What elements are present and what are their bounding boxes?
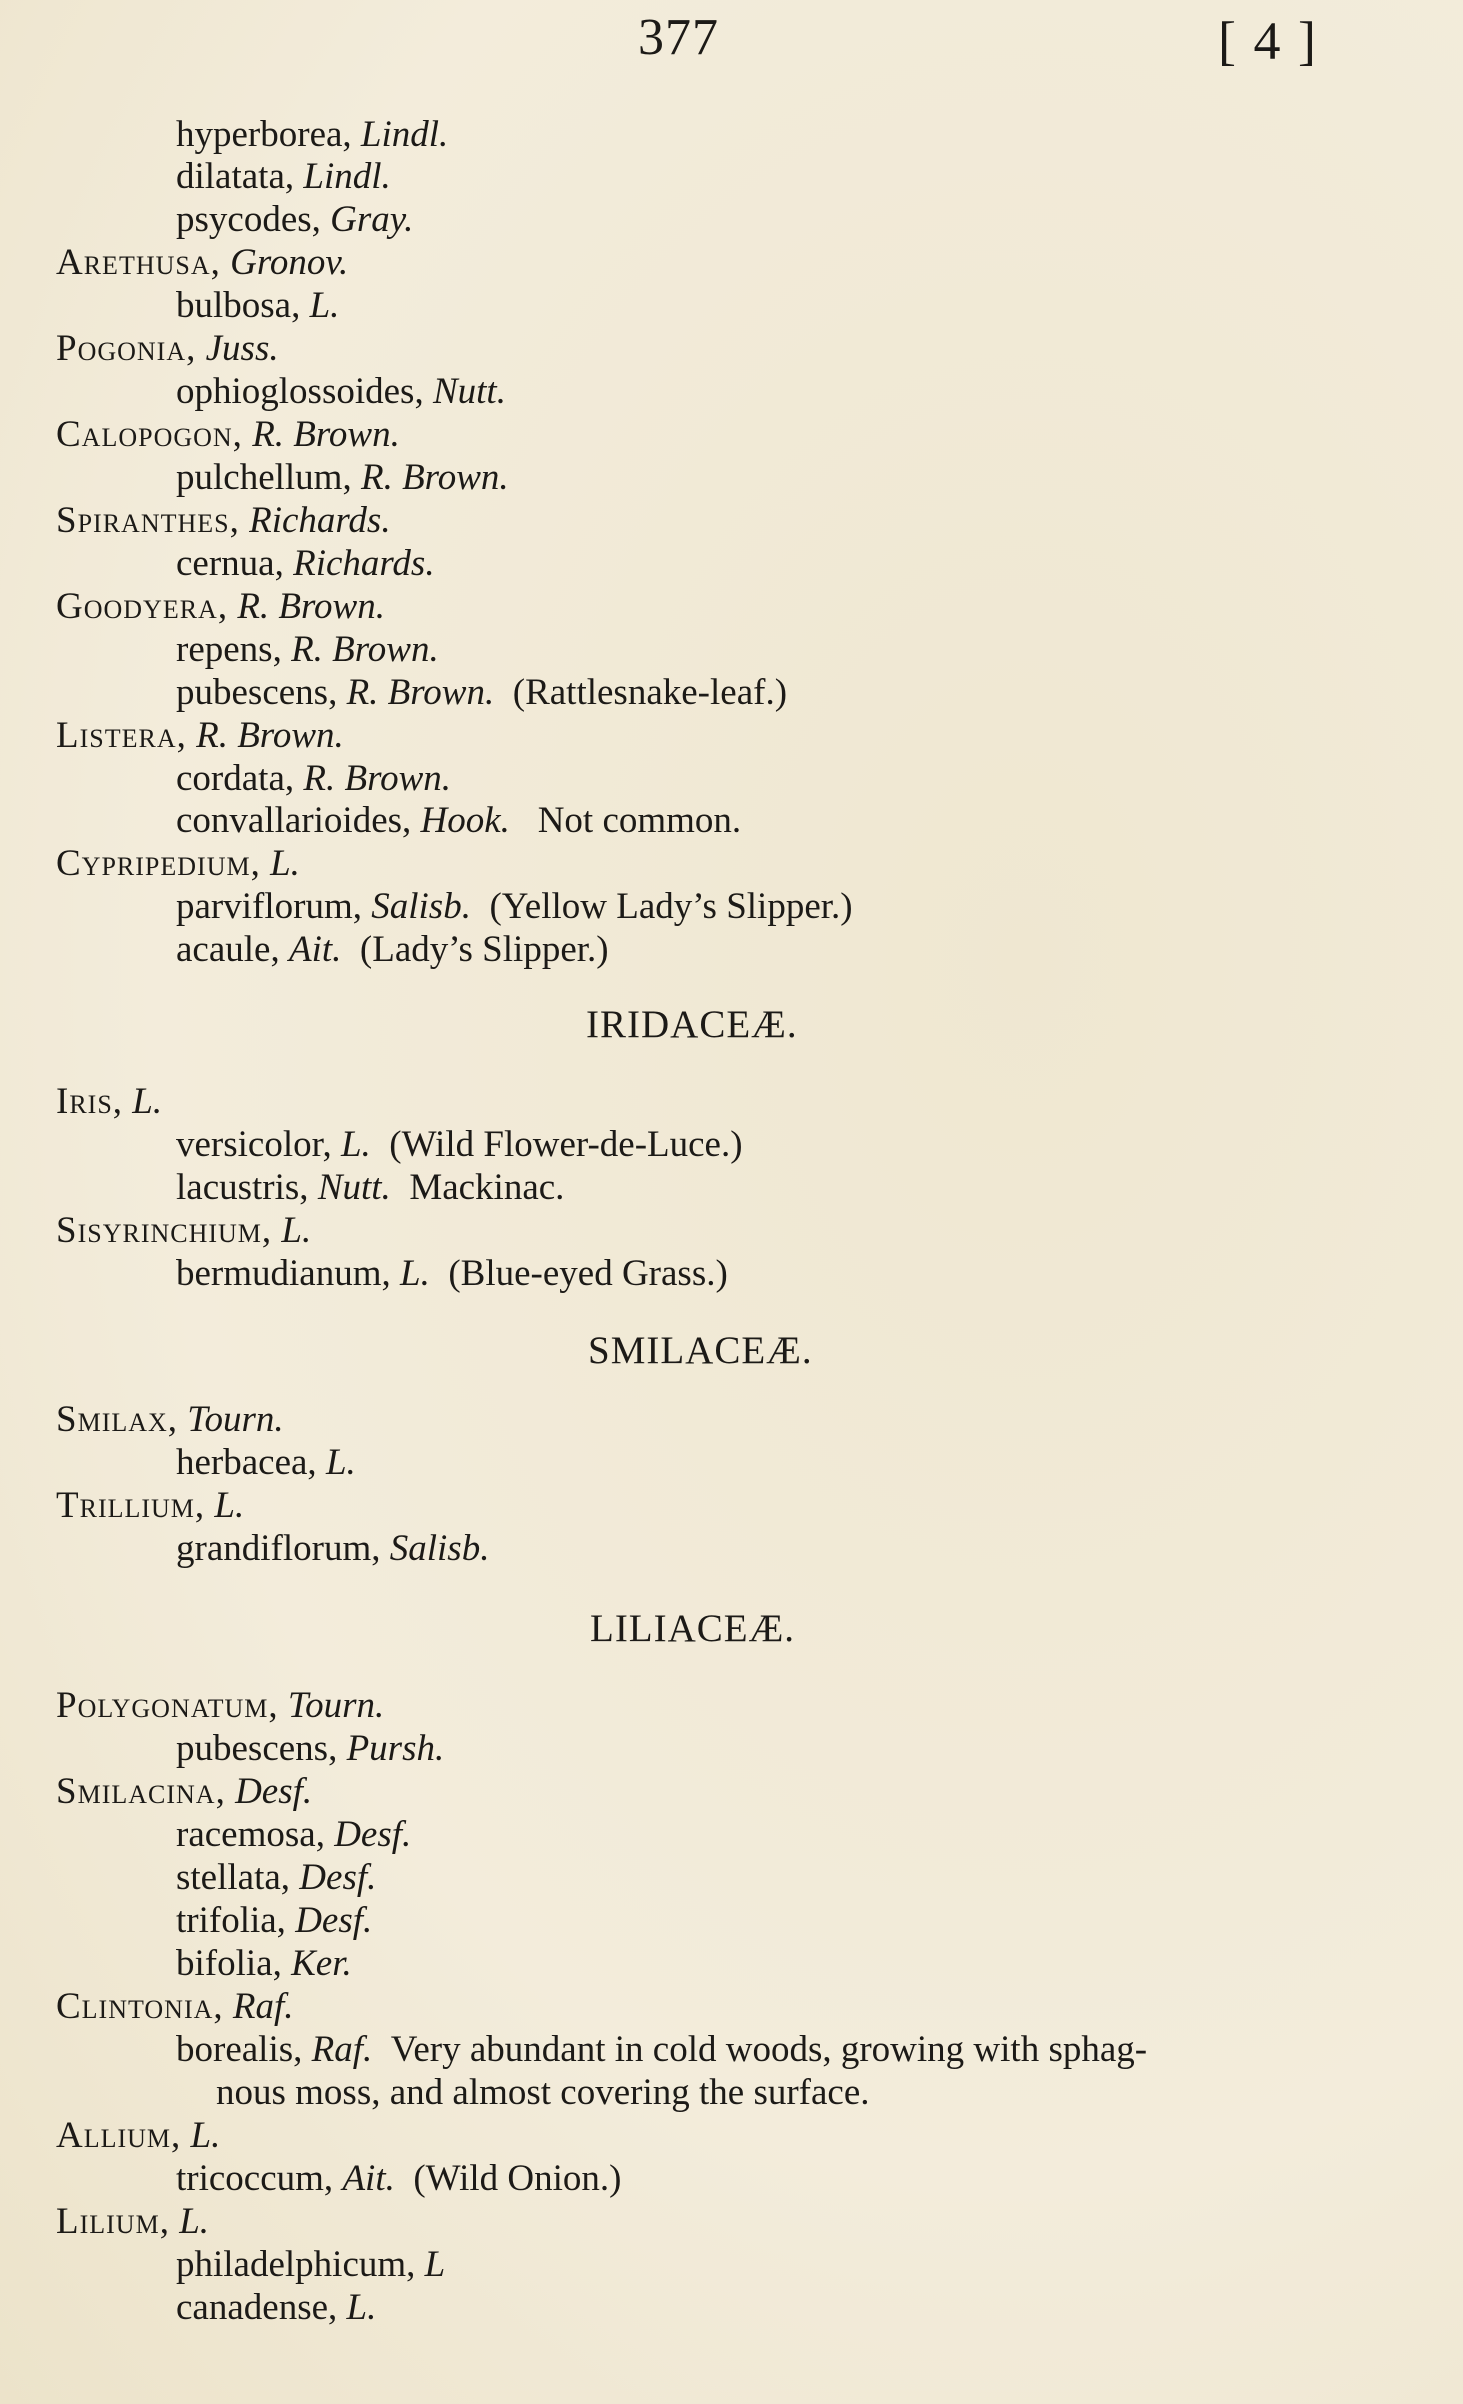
species-entry: pubescens, Pursh.: [176, 1728, 445, 1769]
species-entry: cordata, R. Brown.: [176, 758, 452, 799]
genus-entry: Lilium, L.: [56, 2201, 210, 2242]
species-entry: ophioglossoides, Nutt.: [176, 371, 506, 412]
genus-entry: Goodyera, R. Brown.: [56, 586, 385, 627]
species-entry: trifolia, Desf.: [176, 1900, 373, 1941]
species-entry: canadense, L.: [176, 2287, 377, 2328]
signature-mark: [ 4 ]: [1218, 11, 1318, 71]
species-entry: versicolor, L. (Wild Flower-de-Luce.): [176, 1124, 743, 1165]
page-number: 377: [638, 9, 719, 66]
species-entry: bifolia, Ker.: [176, 1943, 352, 1984]
species-entry: racemosa, Desf.: [176, 1814, 412, 1855]
species-entry: philadelphicum, L: [176, 2244, 446, 2285]
species-entry: pulchellum, R. Brown.: [176, 457, 509, 498]
genus-entry: Iris, L.: [56, 1081, 163, 1122]
genus-entry: Allium, L.: [56, 2115, 221, 2156]
species-entry: repens, R. Brown.: [176, 629, 439, 670]
species-entry: herbacea, L.: [176, 1442, 356, 1483]
genus-entry: Cypripedium, L.: [56, 843, 300, 884]
species-entry: parviflorum, Salisb. (Yellow Lady’s Slipper.): [176, 886, 853, 927]
genus-entry: Pogonia, Juss.: [56, 328, 279, 369]
species-entry: borealis, Raf. Very abundant in cold woods, growing with sphag-: [176, 2029, 1148, 2070]
genus-entry: Arethusa, Gronov.: [56, 242, 349, 283]
family-heading: SMILACEÆ.: [588, 1329, 813, 1372]
species-entry: tricoccum, Ait. (Wild Onion.): [176, 2158, 622, 2199]
species-entry: psycodes, Gray.: [176, 199, 414, 240]
species-entry: acaule, Ait. (Lady’s Slipper.): [176, 929, 609, 970]
genus-entry: Smilax, Tourn.: [56, 1399, 284, 1440]
genus-entry: Calopogon, R. Brown.: [56, 414, 400, 455]
species-entry: bermudianum, L. (Blue-eyed Grass.): [176, 1253, 728, 1294]
species-entry: convallarioides, Hook. Not common.: [176, 800, 742, 841]
genus-entry: Trillium, L.: [56, 1485, 245, 1526]
genus-entry: Spiranthes, Richards.: [56, 500, 391, 541]
species-entry: pubescens, R. Brown. (Rattlesnake-leaf.): [176, 672, 788, 713]
species-entry: cernua, Richards.: [176, 543, 435, 584]
genus-entry: Listera, R. Brown.: [56, 715, 344, 756]
species-entry: dilatata, Lindl.: [176, 156, 391, 197]
family-heading: LILIACEÆ.: [590, 1607, 796, 1650]
species-entry: lacustris, Nutt. Mackinac.: [176, 1167, 565, 1208]
family-heading: IRIDACEÆ.: [586, 1003, 798, 1046]
species-entry: bulbosa, L.: [176, 285, 340, 326]
species-entry: stellata, Desf.: [176, 1857, 377, 1898]
genus-entry: Smilacina, Desf.: [56, 1771, 313, 1812]
species-entry: grandiflorum, Salisb.: [176, 1528, 490, 1569]
genus-entry: Sisyrinchium, L.: [56, 1210, 312, 1251]
genus-entry: Polygonatum, Tourn.: [56, 1685, 385, 1726]
genus-entry: Clintonia, Raf.: [56, 1986, 294, 2027]
species-entry: hyperborea, Lindl.: [176, 114, 449, 155]
continuation-line: nous moss, and almost covering the surface.: [216, 2072, 870, 2113]
